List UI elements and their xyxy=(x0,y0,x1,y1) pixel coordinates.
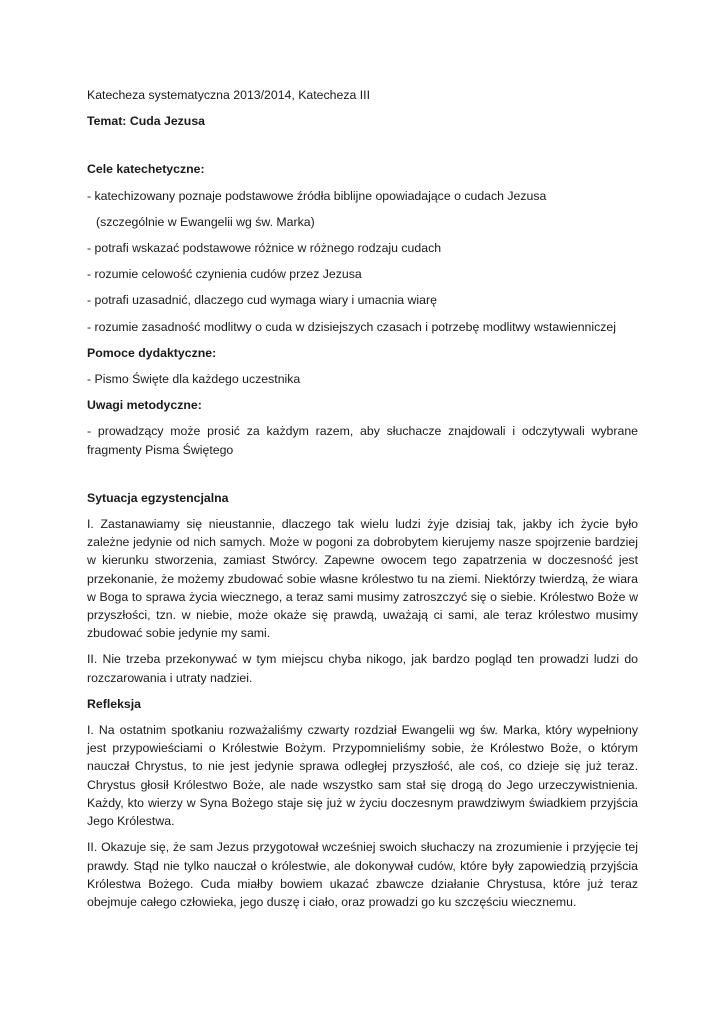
reflection-heading: Refleksja xyxy=(87,696,142,711)
goal-item: - potrafi wskazać podstawowe różnice w różnego rodzaju cudach xyxy=(87,241,442,256)
situation-paragraph: I. Zastanawiamy się nieustannie, dlaczego tak wielu ludzi żyje dzisiaj tak, jakby ich życie było zależne jedynie od nich samych. Może w pogoni za dobrobytem kierujemy nasze spojrzenie bardziej w kierunku stworzenia, zamiast Stwórcy. Zapewne owocem tego zapatrzenia w doczesność jest przekonanie, że możemy zbudować sobie własne królestwo tu na ziemi. Niektórzy twierdzą, że wiara w Boga to sprawa życia wiecznego, a teraz sami musimy zatroszczyć się o siebie. Królestwo Boże w przyszłości, tzn. w niebie, może okaże się prawdą, uważają ci sami, ale teraz królestwo musimy zbudować sobie jedynie my sami. xyxy=(87,517,638,641)
document-header: Katecheza systematyczna 2013/2014, Katecheza III xyxy=(87,88,371,102)
aids-text: - Pismo Święte dla każdego uczestnika xyxy=(87,372,301,387)
reflection-paragraph: II. Okazuje się, że sam Jezus przygotował wcześniej swoich słuchaczy na zrozumienie i przyjęcie tej prawdy. Stąd nie tylko nauczał o królestwie, ale dokonywał cudów, które były zapowiedzią przyjścia Królestwa Bożego. Cuda miałby bowiem ukazać zbawcze działanie Chrystusa, które już teraz obejmuje całego człowieka, jego duszę i ciało, oraz prowadzi go ku szczęściu wiecznemu. xyxy=(87,840,638,909)
situation-paragraph: II. Nie trzeba przekonywać w tym miejscu chyba nikogo, jak bardzo pogląd ten prowadzi ludzi do rozczarowania i utraty nadziei. xyxy=(87,652,638,685)
goal-item: - rozumie zasadność modlitwy o cuda w dzisiejszych czasach i potrzebę modlitwy wstawienniczej xyxy=(87,319,616,334)
lesson-topic: Temat: Cuda Jezusa xyxy=(87,114,205,129)
goal-item: - katechizowany poznaje podstawowe źródła biblijne opowiadające o cudach Jezusa xyxy=(87,188,547,203)
reflection-paragraph: I. Na ostatnim spotkaniu rozważaliśmy czwarty rozdział Ewangelii wg św. Marka, który wypełniony jest przypowieściami o Królestwie Bożym. Przypomnieliśmy sobie, że Królestwo Boże, o którym nauczał Chrystus, to nie jest jedynie sprawa odległej przyszłość, ale coś, co dzieje się już teraz. Chrystus głosił Królestwo Boże, ale nade wszystko sam stał się drogą do Jego urzeczywistnienia. Każdy, kto wierzy w Syna Bożego staje się już w życiu doczesnym prawdziwym świadkiem przyjścia Jego Królestwa. xyxy=(87,723,638,829)
goals-heading: Cele katechetyczne: xyxy=(87,162,205,177)
goal-item: - rozumie celowość czynienia cudów przez Jezusa xyxy=(87,267,362,282)
notes-text: - prowadzący może prosić za każdym razem, aby słuchacze znajdowali i odczytywali wybrane fragmenty Pisma Świętego xyxy=(87,424,638,457)
aids-heading: Pomoce dydaktyczne: xyxy=(87,345,217,360)
situation-heading: Sytuacja egzystencjalna xyxy=(87,490,229,505)
notes-heading: Uwagi metodyczne: xyxy=(87,398,202,413)
goal-item-note: (szczególnie w Ewangelii wg św. Marka) xyxy=(96,214,315,229)
goal-item: - potrafi uzasadnić, dlaczego cud wymaga wiary i umacnia wiarę xyxy=(87,293,437,308)
